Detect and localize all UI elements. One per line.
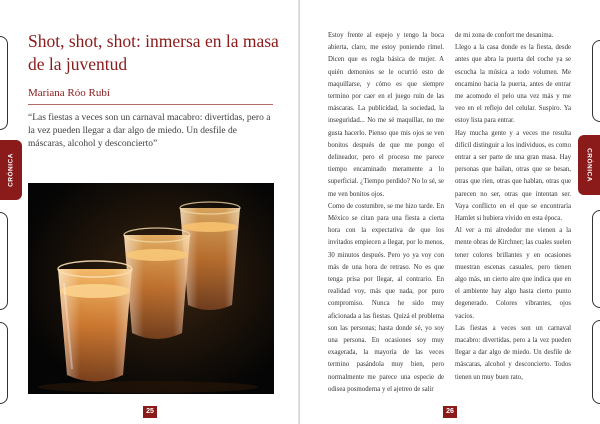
decorative-bracket — [592, 40, 600, 122]
pull-quote: “Las fiestas a veces son un carnaval macabro: divertidas, pero a la vez pueden llegar a dar algo de miedo. Un desfile de máscaras, alcohol y desconcierto” — [28, 113, 271, 149]
section-tab-label: CRÓNICA — [585, 148, 593, 182]
shot-glass-middle — [124, 228, 190, 339]
section-tab-right — [578, 135, 600, 195]
section-tab-label: CRÓNICA — [7, 153, 15, 187]
article-title: Shot, shot, shot: inmersa en la masa de la juventud — [28, 31, 279, 74]
decorative-bracket — [592, 320, 600, 404]
decorative-bracket — [0, 36, 8, 130]
shot-glass-back — [180, 202, 240, 310]
page-number-right: 26 — [443, 406, 457, 418]
shot-glass-front — [58, 261, 132, 382]
page-number-left: 25 — [143, 406, 157, 418]
body-column-1 — [328, 30, 444, 400]
paragraph: Las fiestas a veces son un carnaval macabro: divertidas, pero a la vez pueden llegar a dar algo de miedo. Un desfile de máscaras, alcohol y desconcierto. Todos tienen un muy buen rato, — [455, 324, 571, 381]
decorative-bracket — [0, 322, 8, 404]
paragraph: Como de costumbre, se me hizo tarde. En México se citan para una fiesta a cierta hora con la expectativa de que los invitados empiecen a llegar, por lo menos, 30 minutos después. Pero yo ya voy con más de una hora de retraso. No es que tenga prisa por llegar, al contrario. En realidad voy, más que nada, por puro compromiso. Nunca he sido muy aficionada a las fiestas. Quizá el problema son las personas; hasta donde sé, yo soy una persona. En ocasiones soy muy exagerada, la mayoría de las veces termino pasándola muy bien, pero normalmente me parece una especie de odisea posmoderna y el ajetreo de salir — [328, 202, 444, 393]
decorative-bracket — [0, 212, 8, 310]
section-tab-left — [0, 140, 22, 200]
paragraph: Al ver a mi alrededor me vienen a la mente obras de Kirchner; las cuales suelen tener colores brillantes y en ocasiones muestran escenas casuales, pero tienen algo más, un cierto aire que indica que en el ambiente hay algo hasta cierto punto degenerado. Colores vibrantes, ojos vacíos. — [455, 227, 571, 320]
decorative-bracket — [592, 210, 600, 308]
divider-rule — [28, 104, 273, 105]
paragraph: de mi zona de confort me desanima. — [455, 32, 554, 39]
body-column-2 — [455, 30, 571, 400]
article-author: Mariana Róo Rubí — [28, 87, 110, 99]
shot-glasses-illustration — [28, 183, 274, 394]
paragraph: Estoy frente al espejo y tengo la boca abierta, claro, me estoy poniendo rímel. Dicen que es regla básica de mujer. A quién demonios se le ocurrió esto de maquillarse, y cómo es que siempre termino por caer en el juego ruin de las máscaras. La publicidad, la sociedad, la inseguridad... No me sé maquillar, no me gusta hacerlo. Pienso que mis ojos se ven bonitos después de que me pongo el delineador, pero el proceso me parece tiempo encaminado meramente a lo superficial. ¿Tiempo perdido? No lo sé, se me ven bonitos ojos. — [328, 32, 444, 198]
paragraph: Llego a la casa donde es la fiesta, desde antes que abra la puerta del coche ya se escucha la música a todo volumen. Me encamino hacia la puerta, antes de entrar me acomodo el pelo una vez más y me veo en el reflejo del celular. Suspiro. Ya estoy lista para entrar. — [455, 44, 571, 125]
shot-glasses-photo — [28, 183, 274, 394]
paragraph: Hay mucha gente y a veces me resulta difícil distinguir a los individuos, es como entrar a ser parte de una gran masa. Hay personas que bailan, otras que se besan, otras que ríen, otras que hablan, otras que parecen no ser, otras que intentan ser. Vaya conflicto en el que se encontraría Hamlet si hubiera vivido en esta época. — [455, 129, 571, 223]
